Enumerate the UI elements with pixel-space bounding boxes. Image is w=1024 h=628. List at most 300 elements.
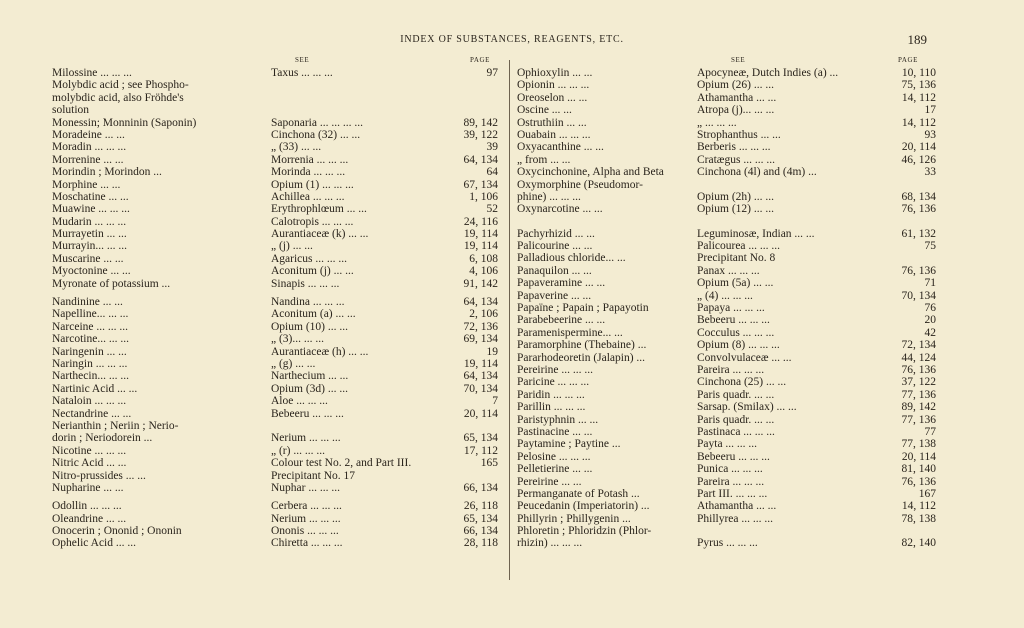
substance-name: molybdic acid, also Fröhde's <box>52 91 184 104</box>
see-reference: Atropa (j)... ... ... <box>697 104 775 117</box>
page-reference: 19, 114 <box>463 228 498 241</box>
index-entry-row <box>52 79 502 91</box>
substance-name: solution <box>52 104 90 117</box>
see-reference: „ (j) ... ... <box>271 240 313 253</box>
see-reference: Aloe ... ... ... <box>271 395 328 408</box>
substance-name: Paricine ... ... ... <box>517 376 590 389</box>
substance-name: Opionin ... ... ... <box>517 79 590 92</box>
column-divider <box>509 60 510 580</box>
substance-name: Pelosine ... ... ... <box>517 450 591 463</box>
see-reference: Aconitum (a) ... ... <box>271 308 356 321</box>
index-entry-row <box>517 240 937 252</box>
see-reference: Chiretta ... ... ... <box>271 537 343 550</box>
page-reference: 89, 142 <box>901 401 936 414</box>
page-reference: 20 <box>924 314 936 327</box>
index-entry-row <box>52 203 502 215</box>
see-reference: Pareira ... ... ... <box>697 475 765 488</box>
substance-name: Naringenin ... ... <box>52 345 127 358</box>
substance-name: Nerianthin ; Neriin ; Nerio- <box>52 419 179 432</box>
see-reference: Opium (1) ... ... ... <box>271 178 354 191</box>
index-entry-row <box>517 290 937 302</box>
page-reference: 6, 108 <box>469 252 498 265</box>
substance-name: Pastinacine ... ... <box>517 425 593 438</box>
index-entry-row <box>52 525 502 537</box>
substance-name: Odollin ... ... ... <box>52 500 122 513</box>
see-reference: Narthecium ... ... <box>271 370 349 383</box>
page-reference: 76, 136 <box>901 475 936 488</box>
substance-name: Nectandrine ... ... <box>52 407 132 420</box>
index-entry-row <box>517 364 937 376</box>
substance-name: Moschatine ... ... <box>52 190 129 203</box>
index-entry-row <box>52 432 502 444</box>
page-reference: 91, 142 <box>463 277 498 290</box>
page-reference: 17, 112 <box>463 444 498 457</box>
substance-name: Pelletierine ... ... <box>517 463 593 476</box>
see-reference: Leguminosæ, Indian ... ... <box>697 227 815 240</box>
see-reference: Calotropis ... ... ... <box>271 215 354 228</box>
see-reference: Precipitant No. 17 <box>271 469 355 482</box>
index-entry-row <box>52 513 502 525</box>
see-reference: Papaya ... ... ... <box>697 302 765 315</box>
substance-name: Paridin ... ... ... <box>517 388 585 401</box>
substance-name: Nataloin ... ... ... <box>52 395 127 408</box>
see-reference: Bebeeru ... ... ... <box>697 314 770 327</box>
page-reference: 77 <box>924 425 936 438</box>
index-entry-row <box>52 216 502 228</box>
see-reference: Nandina ... ... ... <box>271 296 345 309</box>
page-header-label: PAGE <box>898 56 919 64</box>
index-entry-row <box>517 302 937 314</box>
page-reference: 64, 134 <box>463 370 498 383</box>
index-entry-row <box>517 451 937 463</box>
substance-name: dorin ; Neriodorein ... <box>52 432 153 445</box>
see-reference: „ (r) ... ... ... <box>271 444 325 457</box>
substance-name: Narthecin... ... ... <box>52 370 129 383</box>
index-entry-row <box>517 191 937 203</box>
see-reference: Morinda ... ... ... <box>271 166 346 179</box>
substance-name: Murrayin... ... ... <box>52 240 128 253</box>
substance-name: Nitric Acid ... ... <box>52 457 127 470</box>
page-reference: 66, 134 <box>463 525 498 538</box>
see-reference: Colour test No. 2, and Part III. <box>271 457 412 470</box>
page-reference: 4, 106 <box>469 265 498 278</box>
page-reference: 33 <box>924 166 936 179</box>
see-reference: Erythrophlœum ... ... <box>271 203 367 216</box>
substance-name: rhizin) ... ... ... <box>517 537 583 550</box>
see-reference: „ (33) ... ... <box>271 141 322 154</box>
index-entry-row <box>517 513 937 525</box>
substance-name: Papaïne ; Papain ; Papayotin <box>517 302 649 315</box>
substance-name: Oxymorphine (Pseudomor- <box>517 178 643 191</box>
substance-name: Nicotine ... ... ... <box>52 444 127 457</box>
substance-name: Ophelic Acid ... ... <box>52 537 136 550</box>
index-entry-row <box>52 537 502 549</box>
see-reference: Cerbera ... ... ... <box>271 500 342 513</box>
see-reference: Panax ... ... ... <box>697 264 760 277</box>
see-reference: Cratægus ... ... ... <box>697 153 775 166</box>
page-reference: 70, 134 <box>463 382 498 395</box>
page-reference: 2, 106 <box>469 308 498 321</box>
see-reference: Aurantiaceæ (h) ... ... <box>271 345 369 358</box>
index-entry-row <box>52 457 502 469</box>
substance-name: Parabebeerine ... ... <box>517 314 606 327</box>
see-reference: Athamantha ... ... <box>697 500 777 513</box>
see-reference: Opium (12) ... ... <box>697 203 774 216</box>
index-entry-row <box>52 445 502 457</box>
index-entry-row <box>517 67 937 79</box>
substance-name: Panaquilon ... ... <box>517 264 592 277</box>
index-entry-row <box>52 179 502 191</box>
column-headers-right <box>517 56 937 67</box>
index-entry-row <box>517 389 937 401</box>
substance-name: Onocerin ; Ononid ; Ononin <box>52 525 182 538</box>
substance-name: Pereirine ... ... ... <box>517 363 594 376</box>
page-reference: 14, 112 <box>901 116 936 129</box>
substance-name: Narceine ... ... ... <box>52 320 128 333</box>
substance-name: phine) ... ... ... <box>517 190 581 203</box>
page-reference: 24, 116 <box>463 215 498 228</box>
page-reference: 77, 136 <box>901 388 936 401</box>
index-entry-row <box>52 166 502 178</box>
substance-name: Myoctonine ... ... <box>52 265 131 278</box>
index-column-left <box>52 56 502 596</box>
index-entry-row <box>517 117 937 129</box>
see-reference: Agaricus ... ... ... <box>271 252 348 265</box>
index-entry-row <box>52 278 502 290</box>
see-reference: Cinchona (25) ... ... <box>697 376 787 389</box>
index-entry-row <box>52 104 502 116</box>
page-reference: 61, 132 <box>901 227 936 240</box>
see-reference: Punica ... ... ... <box>697 463 763 476</box>
index-entry-row <box>517 203 937 215</box>
page-reference: 10, 110 <box>901 67 936 79</box>
page-reference: 97 <box>486 67 498 79</box>
substance-name: Nandinine ... ... <box>52 296 123 309</box>
see-reference: Opium (5a) ... ... <box>697 277 774 290</box>
page-reference: 46, 126 <box>901 153 936 166</box>
index-entry-row <box>52 321 502 333</box>
page-reference: 14, 112 <box>901 91 936 104</box>
index-entry-row <box>52 154 502 166</box>
see-reference: Opium (26) ... ... <box>697 79 774 92</box>
substance-name: Molybdic acid ; see Phospho- <box>52 79 189 92</box>
see-reference: Nerium ... ... ... <box>271 432 341 445</box>
see-reference: Athamantha ... ... <box>697 91 777 104</box>
index-entry-row <box>517 79 937 91</box>
see-reference: Cocculus ... ... ... <box>697 326 775 339</box>
page-reference: 1, 106 <box>469 190 498 203</box>
substance-name: Papaverine ... ... <box>517 289 592 302</box>
see-reference: Bebeeru ... ... ... <box>697 450 770 463</box>
index-entry-row <box>52 129 502 141</box>
index-entry-row <box>517 104 937 116</box>
see-reference: Berberis ... ... ... <box>697 141 771 154</box>
see-reference: Opium (8) ... ... ... <box>697 339 780 352</box>
substance-name: Moradeine ... ... <box>52 128 125 141</box>
page-reference: 20, 114 <box>463 407 498 420</box>
page-reference: 69, 134 <box>463 333 498 346</box>
substance-name: Monessin; Monninin (Saponin) <box>52 116 197 129</box>
index-entry-row <box>517 265 937 277</box>
index-entry-row <box>517 166 937 178</box>
index-entry-row <box>517 463 937 475</box>
substance-name: „ from ... ... <box>517 153 571 166</box>
page-reference: 76, 136 <box>901 264 936 277</box>
index-entry-row <box>517 488 937 500</box>
page-reference: 72, 134 <box>901 339 936 352</box>
substance-name: Ophioxylin ... ... <box>517 67 593 79</box>
page-reference: 165 <box>480 457 498 470</box>
page-reference: 77, 136 <box>901 413 936 426</box>
index-entry-row <box>52 296 502 308</box>
substance-name: Milossine ... ... ... <box>52 67 132 79</box>
substance-name: Parillin ... ... ... <box>517 401 586 414</box>
index-entry-row <box>517 537 937 549</box>
index-entry-row <box>52 420 502 432</box>
substance-name: Narcotine... ... ... <box>52 333 129 346</box>
see-reference: Phillyrea ... ... ... <box>697 512 774 525</box>
substance-name: Napelline... ... ... <box>52 308 129 321</box>
page-reference: 77, 138 <box>901 438 936 451</box>
see-reference: Payta ... ... ... <box>697 438 758 451</box>
index-entry-row <box>517 376 937 388</box>
see-reference: Ononis ... ... ... <box>271 525 339 538</box>
see-reference: Aurantiaceæ (k) ... ... <box>271 228 369 241</box>
index-entry-row <box>517 141 937 153</box>
page-reference: 28, 118 <box>463 537 498 550</box>
see-reference: Paris quadr. ... ... <box>697 388 775 401</box>
substance-name: Pereirine ... ... <box>517 475 582 488</box>
page-reference: 72, 136 <box>463 320 498 333</box>
substance-name: Muscarine ... ... <box>52 252 124 265</box>
substance-name: Muawine ... ... ... <box>52 203 130 216</box>
index-entry-row <box>52 383 502 395</box>
page-reference: 75, 136 <box>901 79 936 92</box>
see-reference: Palicourea ... ... ... <box>697 240 781 253</box>
see-reference: Pyrus ... ... ... <box>697 537 758 550</box>
index-entry-row <box>517 352 937 364</box>
see-reference: Aconitum (j) ... ... <box>271 265 354 278</box>
page-reference: 81, 140 <box>901 463 936 476</box>
substance-name: Palicourine ... ... <box>517 240 593 253</box>
substance-name: Oleandrine ... ... <box>52 512 127 525</box>
page-reference: 19, 114 <box>463 240 498 253</box>
index-entry-row <box>52 265 502 277</box>
page-reference: 71 <box>924 277 936 290</box>
substance-name: Oreoselon ... ... <box>517 91 588 104</box>
section-gap <box>517 216 937 228</box>
see-reference: Strophanthus ... ... <box>697 128 781 141</box>
index-entry-row <box>52 117 502 129</box>
substance-name: Oscine ... ... <box>517 104 572 117</box>
page-reference: 65, 134 <box>463 512 498 525</box>
see-reference: Opium (10) ... ... <box>271 320 348 333</box>
index-entry-row <box>52 67 502 79</box>
page-reference: 66, 134 <box>463 481 498 494</box>
index-entry-row <box>517 500 937 512</box>
page-reference: 64, 134 <box>463 296 498 309</box>
page-reference: 26, 118 <box>463 500 498 513</box>
index-entry-row <box>52 141 502 153</box>
page-title: INDEX OF SUBSTANCES, REAGENTS, ETC. <box>400 34 624 45</box>
page-reference: 67, 134 <box>463 178 498 191</box>
index-entry-row <box>52 500 502 512</box>
index-entry-row <box>52 228 502 240</box>
page-reference: 37, 122 <box>901 376 936 389</box>
page-reference: 89, 142 <box>463 116 498 129</box>
page-reference: 70, 134 <box>901 289 936 302</box>
substance-name: Naringin ... ... ... <box>52 357 128 370</box>
see-reference: Pareira ... ... ... <box>697 363 765 376</box>
page-reference: 39 <box>486 141 498 154</box>
substance-name: Pararhodeoretin (Jalapin) ... <box>517 351 646 364</box>
page-reference: 42 <box>924 326 936 339</box>
see-reference: Part III. ... ... ... <box>697 487 768 500</box>
page-reference: 20, 114 <box>901 141 936 154</box>
page-reference: 20, 114 <box>901 450 936 463</box>
see-reference: Nerium ... ... ... <box>271 512 341 525</box>
index-entry-row <box>52 408 502 420</box>
column-headers-left <box>52 56 502 67</box>
index-entry-row <box>517 228 937 240</box>
index-entry-row <box>52 370 502 382</box>
page-reference: 76, 136 <box>901 363 936 376</box>
see-reference: Sinapis ... ... ... <box>271 277 340 290</box>
page-reference: 19, 114 <box>463 357 498 370</box>
page-reference: 76, 136 <box>901 203 936 216</box>
page-reference: 167 <box>918 487 936 500</box>
page-reference: 44, 124 <box>901 351 936 364</box>
see-header: SEE <box>295 56 310 64</box>
substance-name: Nupharine ... ... <box>52 481 124 494</box>
page-reference: 76 <box>924 302 936 315</box>
page-reference: 75 <box>924 240 936 253</box>
substance-name: Morrenine ... ... <box>52 153 124 166</box>
index-entry-row <box>517 277 937 289</box>
substance-name: Peucedanin (Imperiatorin) ... <box>517 500 650 513</box>
see-reference: Paris quadr. ... ... <box>697 413 775 426</box>
index-entry-row <box>517 414 937 426</box>
see-reference: „ (3)... ... ... <box>271 333 325 346</box>
page-reference: 65, 134 <box>463 432 498 445</box>
see-reference: „ (g) ... ... <box>271 357 316 370</box>
page-header-label: PAGE <box>470 56 491 64</box>
index-entry-row <box>52 395 502 407</box>
see-reference: Sarsap. (Smilax) ... ... <box>697 401 797 414</box>
see-reference: Convolvulaceæ ... ... <box>697 351 792 364</box>
substance-name: Oxycinchonine, Alpha and Beta <box>517 166 664 179</box>
index-entry-row <box>517 426 937 438</box>
substance-name: Paramenispermine... ... <box>517 326 623 339</box>
index-entry-row <box>52 482 502 494</box>
index-entry-row <box>517 438 937 450</box>
index-entry-row <box>52 333 502 345</box>
page-reference: 14, 112 <box>901 500 936 513</box>
substance-name: Pachyrhizid ... ... <box>517 227 595 240</box>
see-reference: „ (4) ... ... ... <box>697 289 753 302</box>
substance-name: Paramorphine (Thebaine) ... <box>517 339 647 352</box>
substance-name: Phillyrin ; Phillygenin ... <box>517 512 631 525</box>
substance-name: Ostruthiin ... ... <box>517 116 587 129</box>
substance-name: Paytamine ; Paytine ... <box>517 438 621 451</box>
index-entry-row <box>52 358 502 370</box>
index-entry-row <box>517 476 937 488</box>
substance-name: Morindin ; Morindon ... <box>52 166 162 179</box>
substance-name: Nartinic Acid ... ... <box>52 382 138 395</box>
page-reference: 7 <box>492 395 498 408</box>
page-reference: 52 <box>486 203 498 216</box>
index-entry-row <box>517 525 937 537</box>
page-reference: 19 <box>486 345 498 358</box>
see-reference: Apocyneæ, Dutch Indies (a) ... <box>697 67 839 79</box>
page-reference: 39, 122 <box>463 128 498 141</box>
index-entry-row <box>52 240 502 252</box>
see-reference: Bebeeru ... ... ... <box>271 407 344 420</box>
index-column-right <box>517 56 937 596</box>
substance-name: Oxynarcotine ... ... <box>517 203 603 216</box>
substance-name: Myronate of potassium ... <box>52 277 171 290</box>
substance-name: Oxyacanthine ... ... <box>517 141 604 154</box>
substance-name: Permanganate of Potash ... <box>517 487 640 500</box>
substance-name: Moradin ... ... ... <box>52 141 127 154</box>
see-reference: Precipitant No. 8 <box>697 252 776 265</box>
page-reference: 93 <box>924 128 936 141</box>
page-reference: 78, 138 <box>901 512 936 525</box>
see-reference: Achillea ... ... ... <box>271 190 345 203</box>
substance-name: Murrayetin ... ... <box>52 228 127 241</box>
substance-name: Phloretin ; Phloridzin (Phlor- <box>517 525 652 538</box>
see-reference: Cinchona (4l) and (4m) ... <box>697 166 817 179</box>
index-entry-row <box>52 191 502 203</box>
substance-name: Ouabain ... ... ... <box>517 128 591 141</box>
substance-name: Mudarin ... ... ... <box>52 215 127 228</box>
see-reference: Opium (3d) ... ... <box>271 382 348 395</box>
index-entry-row <box>517 327 937 339</box>
page-header <box>0 34 1024 50</box>
index-entry-row <box>52 253 502 265</box>
see-reference: Opium (2h) ... ... <box>697 190 774 203</box>
substance-name: Papaveramine ... ... <box>517 277 606 290</box>
index-entry-row <box>517 252 937 264</box>
see-reference: Taxus ... ... ... <box>271 67 333 79</box>
substance-name: Nitro-prussides ... ... <box>52 469 146 482</box>
page-reference: 17 <box>924 104 936 117</box>
see-reference: „ ... ... ... <box>697 116 737 129</box>
page-reference: 64, 134 <box>463 153 498 166</box>
index-entry-row <box>517 314 937 326</box>
index-entry-row <box>52 470 502 482</box>
see-reference: Pastinaca ... ... ... <box>697 425 775 438</box>
see-reference: Saponaria ... ... ... ... <box>271 116 363 129</box>
page-number: 189 <box>907 32 927 47</box>
index-entry-row <box>52 308 502 320</box>
index-entry-row <box>517 154 937 166</box>
substance-name: Palladious chloride... ... <box>517 252 626 265</box>
see-reference: Cinchona (32) ... ... <box>271 128 361 141</box>
page-reference: 68, 134 <box>901 190 936 203</box>
substance-name: Morphine ... ... <box>52 178 121 191</box>
page-reference: 82, 140 <box>901 537 936 550</box>
see-reference: Nuphar ... ... ... <box>271 481 340 494</box>
index-entry-row <box>517 179 937 191</box>
index-entry-row <box>517 339 937 351</box>
index-entry-row <box>52 92 502 104</box>
substance-name: Paristyphnin ... ... <box>517 413 599 426</box>
index-entry-row <box>517 129 937 141</box>
index-entry-row <box>52 346 502 358</box>
see-header: SEE <box>731 56 746 64</box>
index-entry-row <box>517 401 937 413</box>
